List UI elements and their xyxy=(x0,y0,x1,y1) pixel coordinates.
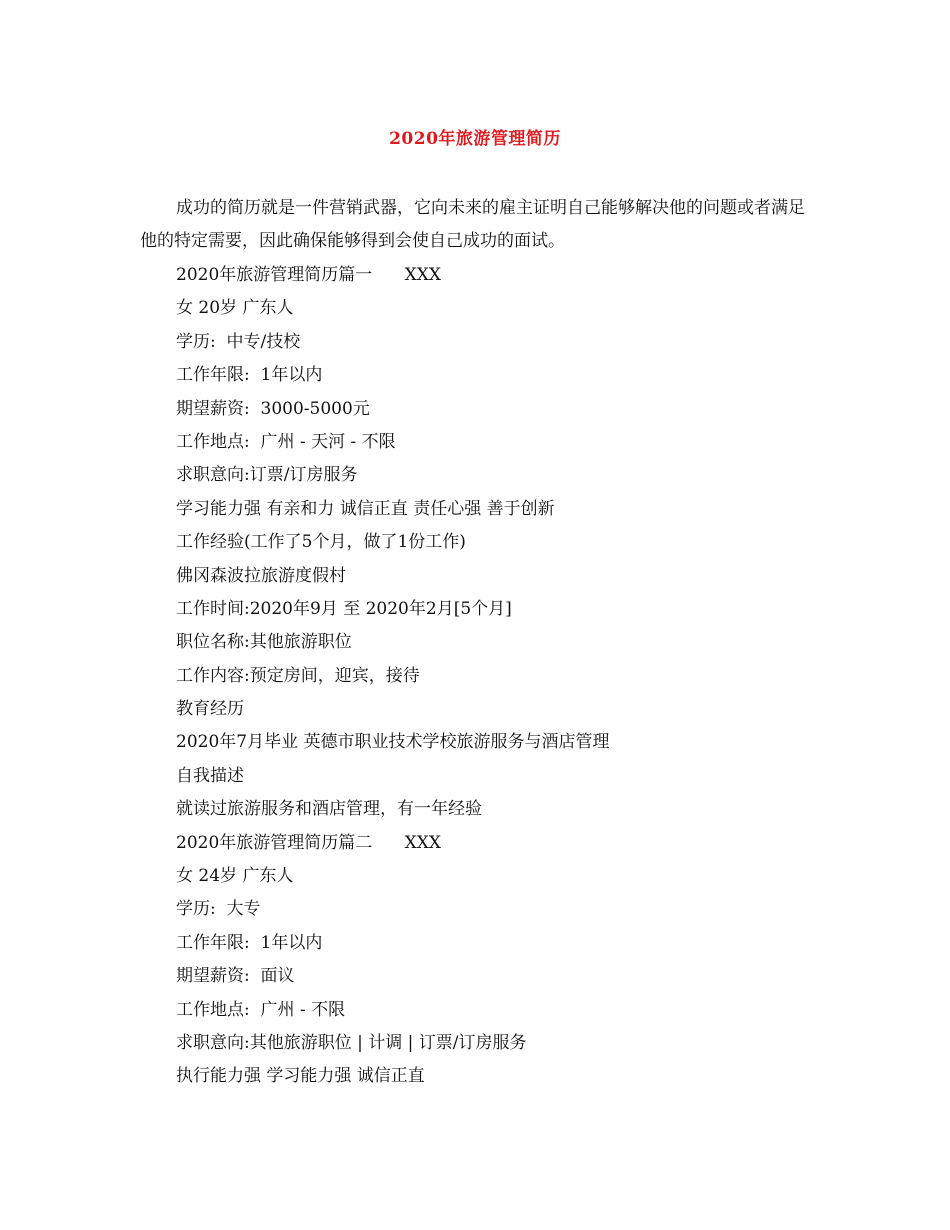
resume-line: 学历: 中专/技校 xyxy=(176,331,301,352)
resume-line: 女 24岁 广东人 xyxy=(176,866,294,887)
resume-line: 工作年限: 1年以内 xyxy=(176,932,323,953)
resume-line: 佛冈森波拉旅游度假村 xyxy=(176,565,346,586)
resume-line: 求职意向:订票/订房服务 xyxy=(176,465,358,486)
resume-lines xyxy=(176,259,826,1094)
resume-line: 学习能力强 有亲和力 诚信正直 责任心强 善于创新 xyxy=(176,498,555,519)
resume-line: 执行能力强 学习能力强 诚信正直 xyxy=(176,1066,425,1087)
document-title: 2020年旅游管理简历 xyxy=(389,129,561,149)
resume-line: 工作时间:2020年9月 至 2020年2月[5个月] xyxy=(176,598,512,619)
resume-line: 2020年旅游管理简历篇一 XXX xyxy=(176,265,441,285)
resume-line: 就读过旅游服务和酒店管理，有一年经验 xyxy=(176,799,482,820)
resume-line: 教育经历 xyxy=(176,699,244,720)
resume-line: 自我描述 xyxy=(176,765,244,786)
resume-line: 工作地点: 广州 - 天河 - 不限 xyxy=(176,431,396,452)
resume-line: 工作年限: 1年以内 xyxy=(176,365,323,386)
resume-line: 期望薪资: 3000-5000元 xyxy=(176,398,370,419)
resume-line: 求职意向:其他旅游职位 | 计调 | 订票/订房服务 xyxy=(176,1032,527,1053)
intro-paragraph: 成功的简历就是一件营销武器，它向未来的雇主证明自己能够解决他的问题或者满足他的特定需要，因此确保能够得到会使自己成功的面试。 xyxy=(140,198,805,251)
resume-line: 女 20岁 广东人 xyxy=(176,298,294,319)
resume-line: 期望薪资: 面议 xyxy=(176,966,295,987)
resume-line: 学历: 大专 xyxy=(176,899,261,920)
resume-line: 2020年旅游管理简历篇二 XXX xyxy=(176,832,441,853)
resume-line: 工作地点: 广州 - 不限 xyxy=(176,999,346,1020)
resume-line: 工作内容:预定房间，迎宾，接待 xyxy=(176,665,420,686)
resume-line: 职位名称:其他旅游职位 xyxy=(176,632,352,653)
resume-line: 2020年7月毕业 英德市职业技术学校旅游服务与酒店管理 xyxy=(176,732,610,753)
resume-line: 工作经验(工作了5个月，做了1份工作) xyxy=(176,532,466,553)
